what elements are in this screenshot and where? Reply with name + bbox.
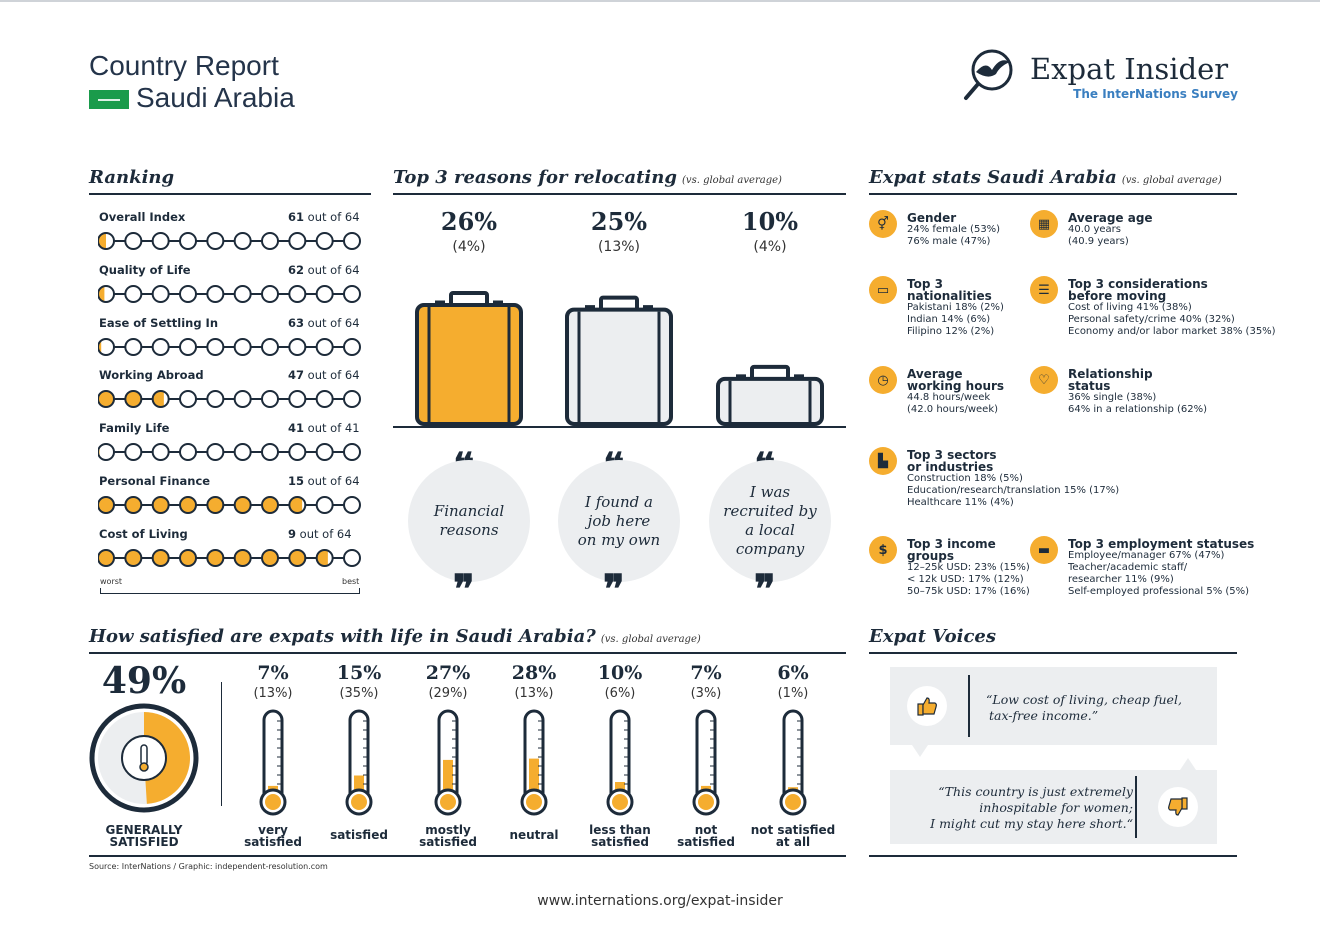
ranking-rule [89,193,371,195]
ranking-scale-row [98,494,362,516]
quote-line: “Low cost of living, cheap fuel, [986,692,1182,707]
satisfaction-subtitle: (vs. global average) [600,634,701,645]
reason-label-circle [558,460,680,582]
satisfaction-rule [89,652,846,654]
stat-value: Healthcare 11% (4%) [907,497,1014,508]
overall-satisfied-pct: 49% [101,660,187,702]
brand-name: Expat Insider [1030,52,1229,86]
thermometer-bar [519,707,549,817]
briefcase-icon: ▬ [1030,536,1058,564]
satisfaction-global-average: (6%) [604,686,636,701]
out-of-text: out of [307,474,342,488]
rank-total: 64 [344,368,360,383]
money-bag-icon: $ [869,536,897,564]
relocating-heading [393,167,782,188]
voices-rule [869,652,1237,654]
report-title: Country Report [89,50,279,81]
thermometer-bar [344,707,374,817]
stats-subtitle: (vs. global average) [1121,175,1222,186]
stat-value: < 12k USD: 17% (12%) [907,574,1024,585]
rank-total: 64 [344,474,360,488]
satisfaction-title: How satisfied are expats with life in Saudi Arabia? [89,626,596,647]
voices-bottom-rule [869,855,1237,857]
stat-value: (42.0 hours/week) [907,404,999,415]
ranking-value [288,263,360,277]
reason-label-line: I was [749,483,791,501]
calendar-icon: ▦ [1030,210,1058,238]
rank-total: 64 [344,262,360,277]
satisfaction-percent: 15% [336,662,382,684]
ranking-label: Quality of Life [99,262,191,277]
source-note: Source: InterNations / Graphic: independent-resolution.com [89,862,328,871]
satisfaction-label-line: satisfied [419,835,477,849]
ranking-label: Ease of Settling In [99,315,219,330]
rank-number: 41 [288,421,305,436]
out-of-text: out of [307,210,342,224]
heart-icon: ♡ [1030,366,1058,394]
ranking-scale-row [98,230,362,252]
thermometer-bar [605,707,635,817]
satisfaction-label-line: less than [589,823,651,837]
ranking-label: Working Abroad [99,368,204,383]
thumbs-up-icon [907,686,947,726]
relocating-title: Top 3 reasons for relocating [393,167,677,188]
overall-label-line: SATISFIED [109,835,179,849]
negative-quote [930,784,1133,832]
reason-label-line: reasons [439,521,499,539]
satisfaction-percent: 7% [690,662,722,684]
out-of-text: out of [307,315,342,330]
ranking-label: Personal Finance [99,474,211,488]
reason-label-line: on my own [577,530,661,549]
rank-total: 41 [344,421,360,436]
voices-title: Expat Voices [869,626,996,647]
stat-value: Filipino 12% (2%) [907,326,995,337]
stat-block [907,538,1030,598]
reason-percent: 10% [741,207,799,236]
out-of-text: out of [307,368,342,383]
satisfaction-label-line: at all [775,835,811,849]
gender-icon: ⚥ [869,210,897,238]
reason-global-average: (13%) [597,239,641,255]
out-of-text: out of [299,526,334,541]
positive-voice-card [890,667,1217,745]
satisfaction-label-line: satisfied [330,828,388,842]
stat-title: Gender [907,211,957,225]
reason-global-average: (4%) [753,239,787,255]
reason-percent: 25% [590,207,648,236]
satisfaction-divider [221,682,222,806]
stat-value: Pakistani 18% (2%) [907,302,1004,313]
ranking-value [288,316,360,330]
ranking-scale-row [98,336,362,358]
footer-url[interactable]: www.internations.org/expat-insider [537,893,783,909]
reason-label [723,483,816,559]
satisfaction-label [656,824,756,848]
close-quote-icon [603,566,625,613]
stat-title: Relationship [1068,367,1153,381]
rank-total: 64 [344,315,360,330]
stat-title: Average age [1068,211,1153,225]
satisfaction-label-line: neutral [509,828,559,842]
ranking-value [288,421,360,435]
stat-block [907,368,1004,416]
ranking-value [288,368,360,382]
stat-value: 44.8 hours/week [907,392,991,403]
reason-label-circle [408,460,530,582]
stat-block [1068,538,1254,598]
ranking-value [288,210,360,224]
stat-value: Economy and/or labor market 38% (35%) [1068,326,1276,337]
reason-suitcase-bar [559,290,679,430]
rank-number: 61 [288,210,305,224]
stat-value: 12–25k USD: 23% (15%) [907,562,1030,573]
ranking-label: Overall Index [99,210,186,224]
quote-dark: ❞ [754,566,776,613]
stat-block [907,449,1119,509]
reason-label [434,502,504,540]
stat-value: 50–75k USD: 17% (16%) [907,586,1030,597]
satisfaction-bottom-rule [89,855,846,857]
stat-value: 40.0 years [1068,224,1121,235]
overall-satisfaction-donut [89,703,199,813]
rank-number: 9 [288,526,297,541]
stat-value: 64% in a relationship (62%) [1068,404,1207,415]
stat-value: Employee/manager 67% (47%) [1068,550,1225,561]
expat-insider-logo-icon [962,46,1022,104]
stat-value: (40.9 years) [1068,236,1129,247]
satisfaction-percent: 27% [425,662,471,684]
stat-value: Indian 14% (6%) [907,314,991,325]
stat-value: researcher 11% (9%) [1068,574,1174,585]
satisfaction-label-line: satisfied [677,835,735,849]
stat-block [1068,368,1207,416]
satisfaction-label-line: satisfied [244,835,302,849]
rank-total: 64 [344,210,360,224]
out-of-text: out of [307,262,342,277]
overall-satisfied-label [89,824,199,848]
satisfaction-label [743,824,843,848]
satisfaction-label-line: mostly [425,823,471,837]
country-name: Saudi Arabia [136,82,295,113]
reason-label-line: Financial [433,502,505,520]
reason-label-line: company [735,540,805,558]
checklist-icon: ☰ [1030,276,1058,304]
thumbs-down-icon [1158,787,1198,827]
overall-label-line: GENERALLY [105,823,183,837]
rank-number: 15 [288,474,305,488]
quote-line: inhospitable for women; [979,800,1133,815]
ranking-label: Cost of Living [99,526,188,541]
satisfaction-label [223,824,323,848]
thermometer-bar [258,707,288,817]
reasons-baseline [393,426,846,428]
ranking-scale-row [98,388,362,410]
worst-label: worst [100,577,123,586]
satisfaction-global-average: (29%) [428,686,468,701]
stat-block [1068,278,1276,338]
relocating-subtitle: (vs. global average) [682,175,782,186]
reason-label-line: recruited by [723,502,817,520]
stat-block [1068,212,1153,248]
satisfaction-label-line: not [694,823,718,837]
stat-value: Construction 18% (5%) [907,473,1023,484]
reason-label [578,493,660,550]
close-quote-icon [453,566,475,613]
stat-title: groups [907,549,955,563]
rank-number: 62 [288,262,305,277]
stat-title: Top 3 employment statuses [1068,537,1255,551]
satisfaction-global-average: (35%) [339,686,379,701]
stats-rule [869,193,1237,195]
positive-voice-tail [912,745,928,757]
flag-icon [89,90,129,109]
ranking-scale-row [98,441,362,463]
rank-total: 64 [336,526,352,541]
reason-label-line: a local [745,521,795,539]
ranking-value [288,474,360,488]
stat-title: working hours [907,379,1005,393]
satisfaction-global-average: (3%) [690,686,722,701]
satisfaction-heading [89,626,701,647]
negative-voice-card [890,770,1217,844]
stat-title: status [1068,379,1111,393]
passport-icon: ▭ [869,276,897,304]
satisfaction-label [398,824,498,848]
brand-subtitle: The InterNations Survey [1073,87,1238,101]
satisfaction-global-average: (13%) [253,686,293,701]
satisfaction-global-average: (13%) [514,686,554,701]
factory-icon: ▙ [869,447,897,475]
satisfaction-label-line: very [258,823,288,837]
satisfaction-percent: 10% [597,662,643,684]
thermometer-bar [691,707,721,817]
thermometer-bar [433,707,463,817]
stat-title: Average [907,367,963,381]
ranking-scale-row [98,547,362,569]
reason-label-line: job here [587,511,651,530]
thermometer-bar [778,707,808,817]
reason-label-circle [709,460,831,582]
stat-block [907,212,1000,248]
satisfaction-percent: 6% [777,662,809,684]
satisfaction-global-average: (1%) [777,686,809,701]
best-label: best [342,577,360,586]
stats-heading [869,167,1222,188]
stat-value: 76% male (47%) [907,236,991,247]
rank-number: 63 [288,315,305,330]
satisfaction-percent: 28% [511,662,557,684]
reason-global-average: (4%) [452,239,486,255]
stat-value: Self-employed professional 5% (5%) [1068,586,1250,597]
clock-icon: ◷ [869,366,897,394]
relocating-rule [393,193,846,195]
stat-title: Top 3 income [907,537,996,551]
satisfaction-label [570,824,670,848]
stat-title: before moving [1068,289,1167,303]
reason-label-line: I found a [585,492,653,511]
stat-value: 24% female (53%) [907,224,1001,235]
stat-title: Top 3 [907,277,943,291]
quote-dark: ❞ [603,566,625,613]
satisfaction-label-line: not satisfied [750,823,836,837]
stat-title: or industries [907,460,994,474]
quote-line: I might cut my stay here short.“ [930,816,1133,831]
stat-title: nationalities [907,289,992,303]
ranking-value [288,527,352,541]
quote-dark: ❞ [453,566,475,613]
positive-quote [986,692,1182,724]
close-quote-icon [754,566,776,613]
stat-value: Teacher/academic staff/ [1068,562,1188,573]
rank-number: 47 [288,368,305,383]
reason-suitcase-bar [409,290,529,430]
voice-separator [968,675,970,737]
quote-line: “This country is just extremely [938,784,1133,799]
stat-value: Cost of living 41% (38%) [1068,302,1192,313]
satisfaction-label-line: satisfied [591,835,649,849]
voice-separator [1135,776,1137,838]
ranking-scale-row [98,283,362,305]
stat-title: Top 3 considerations [1068,277,1208,291]
quote-line: tax-free income.” [989,708,1099,723]
stats-title: Expat stats Saudi Arabia [869,167,1117,188]
satisfaction-label [484,829,584,841]
stat-title: Top 3 sectors [907,448,997,462]
stat-value: Education/research/translation 15% (17%) [907,485,1120,496]
stat-block [907,278,1004,338]
stat-value: Personal safety/crime 40% (32%) [1068,314,1235,325]
negative-voice-tail [1180,758,1196,770]
reason-suitcase-bar [710,290,830,430]
satisfaction-label [309,829,409,841]
ranking-title: Ranking [89,167,175,188]
satisfaction-percent: 7% [257,662,289,684]
stat-value: 36% single (38%) [1068,392,1157,403]
top-border [0,0,1320,2]
out-of-text: out of [307,421,342,436]
reason-percent: 26% [440,207,498,236]
ranking-label: Family Life [99,421,170,436]
ranking-scale [100,588,360,594]
